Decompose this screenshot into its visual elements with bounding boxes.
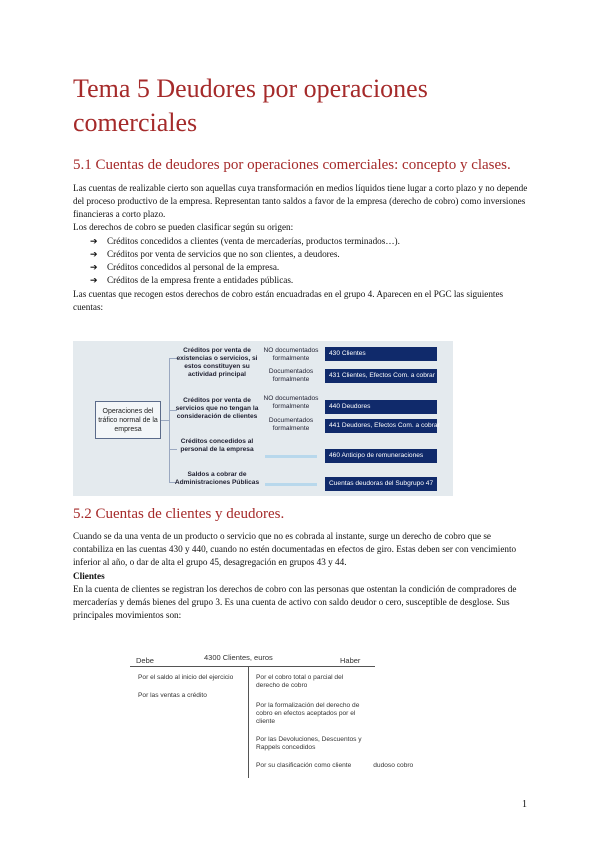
ledger-debit-entry: Por el saldo al inicio del ejercicio: [138, 674, 234, 681]
account-460: 460 Anticipo de remuneraciones: [325, 449, 437, 463]
ledger-account-title: 4300 Clientes, euros: [204, 653, 273, 662]
origin-box: Operaciones del tráfico normal de la empresa: [95, 401, 161, 439]
ledger-credit-entry: Por las Devoluciones, Descuentos y Rappels concedidos: [256, 736, 362, 751]
page-number: 1: [522, 799, 527, 810]
paragraph-clientes: En la cuenta de clientes se registran los derechos de cobro con las personas que ostentan la condición de compradores de mercaderías y demás bienes del grupo 3. Es una cuenta de activo con saldo deudor o cero, susceptible de desglose. Sus principales movimientos son:: [73, 584, 517, 620]
list-item: ➔ Créditos por venta de servicios que no son clientes, a deudores.: [90, 249, 340, 259]
section-heading-2: 5.2 Cuentas de clientes y deudores.: [73, 506, 285, 522]
ledger-credit-entry: Por su clasificación como cliente dudoso cobro: [256, 762, 414, 769]
page-title: Tema 5 Deudores por operaciones comerciales: [73, 74, 428, 137]
account-441: 441 Deudores, Efectos Com. a cobrar: [325, 419, 437, 433]
ledger-haber: Haber: [340, 656, 361, 665]
list-item: ➔ Créditos de la empresa frente a entidades públicas.: [90, 275, 294, 285]
ledger-top-line: [130, 666, 375, 667]
label-no-documentados: NO documentados formalmente: [263, 395, 319, 410]
group-box-servicios: Créditos por venta de servicios que no tengan la consideración de clientes: [175, 397, 259, 420]
account-430: 430 Clientes: [325, 347, 437, 361]
paragraph-grupo4: Las cuentas que recogen estos derechos de cobro están encuadradas en el grupo 4. Aparecen en el PGC las siguientes cuentas:: [73, 289, 504, 312]
ledger-debit-entry: Por las ventas a crédito: [138, 692, 207, 699]
t-account-ledger: [130, 650, 414, 778]
ledger-center-line: [248, 666, 249, 778]
arrow-icon: ➔: [90, 275, 98, 285]
section-heading-1: 5.1 Cuentas de deudores por operaciones comerciales: concepto y clases.: [73, 157, 511, 173]
paragraph-realizable: Las cuentas de realizable cierto son aquellas cuya transformación en medios líquidos tiene lugar a corto plazo y no depende del proceso productivo de la empresa. Representan tanto saldos a favor de la empresa (derecho de cobro) como inversiones financieras a corto plazo.: [73, 183, 528, 219]
group-box-personal: Créditos concedidos al personal de la empresa: [180, 438, 254, 453]
arrow-icon: ➔: [90, 249, 98, 259]
ledger-credit-entry: Por el cobro total o parcial del derecho de cobro: [256, 674, 344, 689]
label-no-documentados: NO documentados formalmente: [263, 347, 319, 362]
arrow-icon: ➔: [90, 236, 98, 246]
list-item: ➔ Créditos concedidos a clientes (venta de mercaderías, productos terminados…).: [90, 236, 400, 246]
accounts-diagram: [73, 341, 453, 496]
account-subgrupo-47: Cuentas deudoras del Subgrupo 47: [325, 477, 437, 491]
paragraph-ventas: Cuando se da una venta de un producto o servicio que no es cobrada al instante, surge un derecho de cobro que se contabiliza en las cuentas 430 y 440, cuando no estén documentadas en efectos de giro. Estas deben ser con vencimiento inferior al año, o dar de alta el grupo 45, desagregación en grupos 43 y 44.: [73, 531, 517, 567]
group-box-existencias: Créditos por venta de existencias o servicios, si estos constituyen su actividad principal: [176, 347, 258, 378]
label-documentados: Documentados formalmente: [268, 368, 314, 383]
label-documentados: Documentados formalmente: [268, 417, 314, 432]
account-431: 431 Clientes, Efectos Com. a cobrar: [325, 369, 437, 383]
account-440: 440 Deudores: [325, 400, 437, 414]
list-item: ➔ Créditos concedidos al personal de la empresa.: [90, 262, 280, 272]
arrow-icon: ➔: [90, 262, 98, 272]
subheading-clientes: Clientes: [73, 571, 105, 581]
ledger-credit-entry: Por la formalización del derecho de cobro en efectos aceptados por el cliente: [256, 702, 360, 725]
group-box-administraciones: Saldos a cobrar de Administraciones Públicas: [174, 471, 260, 486]
ledger-debe: Debe: [136, 656, 154, 665]
paragraph-clasificacion: Los derechos de cobro se pueden clasificar según su origen:: [73, 222, 294, 232]
origin-list: [90, 235, 400, 287]
